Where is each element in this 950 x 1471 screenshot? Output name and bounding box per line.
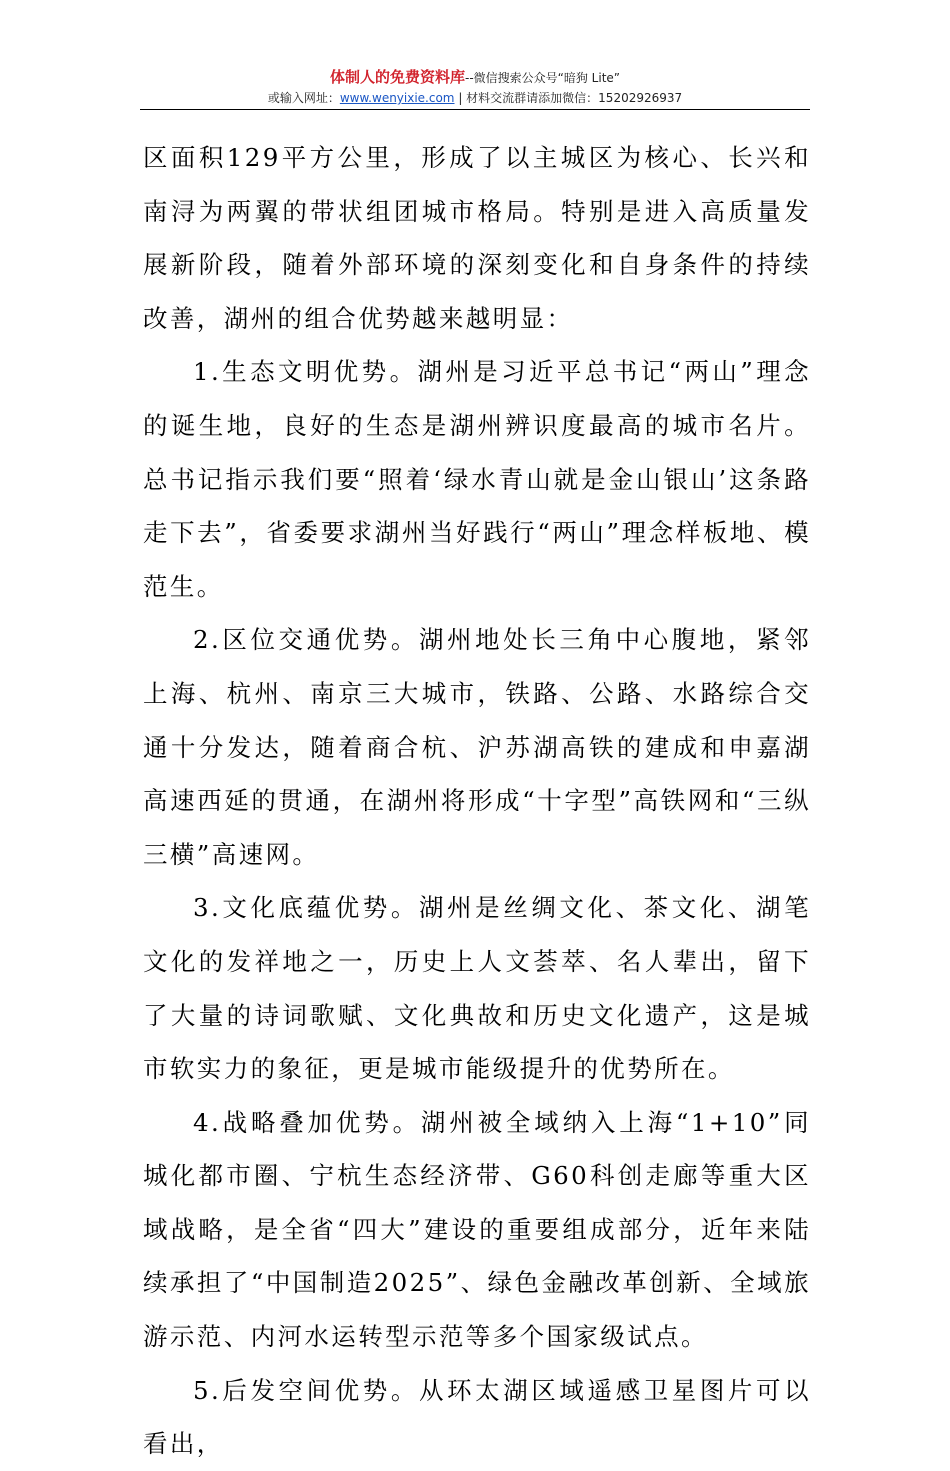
header-title-line bbox=[0, 68, 950, 87]
paragraph-transport: 2.区位交通优势。湖州地处长三角中心腹地，紧邻上海、杭州、南京三大城市，铁路、公路、水路综合交通十分发达，随着商合杭、沪苏湖高铁的建成和申嘉湖高速西延的贯通，在湖州将形成“十字型”高铁网和“三纵三横”高速网。 bbox=[143, 625, 811, 869]
header-contact-line bbox=[0, 90, 950, 106]
header-contact: | 材料交流群请添加微信：15202926937 bbox=[454, 91, 683, 105]
paragraph-space: 5.后发空间优势。从环太湖区域遥感卫星图片可以看出， bbox=[143, 1375, 811, 1459]
header-divider bbox=[140, 109, 810, 110]
paragraph-strategy: 4.战略叠加优势。湖州被全域纳入上海“1+10”同城化都市圈、宁杭生态经济带、G60科创走廊等重大区域战略，是全省“四大”建设的重要组成部分，近年来陆续承担了“中国制造2025”、绿色金融改革创新、全域旅游示范、内河水运转型示范等多个国家级试点。 bbox=[143, 1107, 811, 1352]
paragraph-ecology: 1.生态文明优势。湖州是习近平总书记“两山”理念的诞生地，良好的生态是湖州辨识度最高的城市名片。总书记指示我们要“照着‘绿水青山就是金山银山’这条路走下去”，省委要求湖州当好践行“两山”理念样板地、模范生。 bbox=[143, 357, 811, 601]
document-body bbox=[143, 131, 811, 1471]
header-site-prefix: 或输入网址： bbox=[267, 91, 340, 105]
header-tagline: --微信搜索公众号“暗狗 Lite” bbox=[464, 71, 621, 85]
page-header bbox=[0, 68, 950, 106]
header-brand: 体制人的免费资料库 bbox=[329, 68, 465, 86]
paragraph-intro: 区面积129平方公里，形成了以主城区为核心、长兴和南浔为两翼的带状组团城市格局。特别是进入高质量发展新阶段，随着外部环境的深刻变化和自身条件的持续改善，湖州的组合优势越来越明显： bbox=[143, 143, 811, 333]
paragraph-culture: 3.文化底蕴优势。湖州是丝绸文化、茶文化、湖笔文化的发祥地之一，历史上人文荟萃、名人辈出，留下了大量的诗词歌赋、文化典故和历史文化遗产，这是城市软实力的象征，更是城市能级提升的优势所在。 bbox=[143, 893, 811, 1084]
header-site-link[interactable]: www.wenyixie.com bbox=[339, 91, 455, 105]
